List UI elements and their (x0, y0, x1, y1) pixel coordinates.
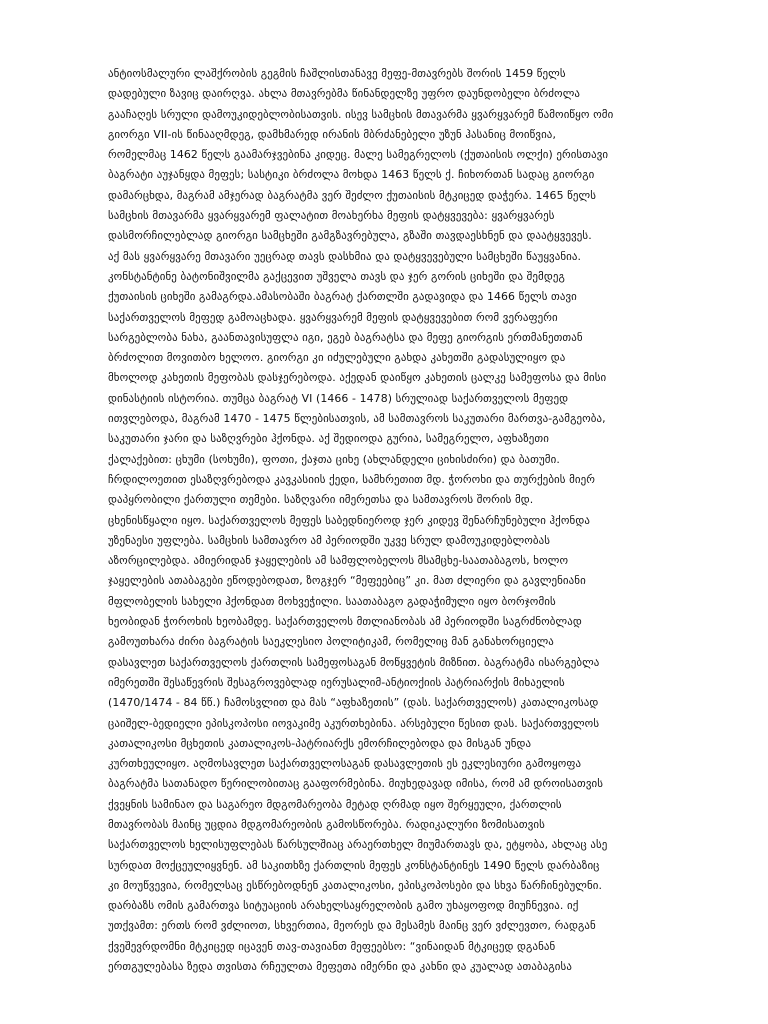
text-line: ბაგრატმა სათანადო წერილობითაც გააფორმებინა. მიუხედავად იმისა, რომ ამ დროისათვის (108, 777, 604, 791)
text-line: (1470/1474 - 84 წწ.) ჩამოსვლით და მას “აფხაზეთის” (დას. საქართველოს) კათალიკოსად (108, 696, 599, 710)
text-line: ცაიშელ-ბედიელი ეპისკოპოსი იოვაკიმე აკურთხებინა. არსებული წესით დას. საქართველოს (108, 716, 600, 730)
text-line: აქ მას ყვარყვარე მთავარი უეცრად თავს დასხმია და დატყვევებული სამცხეში წაუყვანია. (108, 249, 582, 263)
text-line: დასმორჩილებლად გიორგი სამცხეში გამგზავრებულა, გზაში თავდაესხნენ და დაატყვევეს. (108, 229, 592, 243)
text-line: მფლობელის სახელი ჰქონდათ მოხვეჭილი. საათაბაგო გადაჭიმული იყო ბორჯომის (108, 594, 556, 608)
text-line: ქუთაისის ციხეში გამაგრდა.ამასობაში ბაგრატ ქართლში გადავიდა და 1466 წელს თავი (108, 290, 577, 304)
text-line: ცხენისწყალი იყო. საქართველოს მეფეს საბედნიეროდ ჯერ კიდევ შენარჩუნებული ჰქონდა (108, 513, 590, 527)
text-line: საკუთარი ჯარი და საზღვრები ჰქონდა. აქ შედიოდა გურია, სამეგრელო, აფხაზეთი (108, 432, 549, 446)
text-line: კურთხეულიყო. აღმოსავლეთ საქართველოსაგან დასავლეთის ეს ეკლესიური გამოყოფა (108, 757, 582, 771)
text-line: გააჩაღეს სრული დამოუკიდებლობისათვის. ისევ სამცხის მთავარმა ყვარყვარემ წამოიწყო ომი (108, 107, 614, 121)
text-line: ქალაქებით: ცხუმი (სოხუმი), ფოთი, ქაჯთა ციხე (ახლანდელი ციხისძირი) და ბათუმი. (108, 452, 560, 466)
text-line: ჯაყელების ათაბაგები ეწოდებოდათ, ზოგჯერ “მეფეებიც” კი. მათ ძლიერი და გავლენიანი (108, 574, 586, 588)
text-line: დასავლეთ საქართველოს ქართლის სამეფოსაგან მოწყვეტის მიზნით. ბაგრატმა ისარგებლა (108, 655, 600, 669)
text-line: ითვლებოდა, მაგრამ 1470 - 1475 წლებისათვის, ამ სამთავროს საკუთარი მართვა-გამგეობა, (108, 412, 606, 426)
text-line: უზენაესი უფლება. სამცხის სამთავრო ამ პერიოდში უკვე სრულ დამოუკიდებლობას (108, 533, 551, 547)
text-line: კათალიკოსი მცხეთის კათალიკოს-პატრიარქს ემორჩილებოდა და მისგან უნდა (108, 736, 532, 750)
text-line: ხეობიდან ჭოროხის ხეობამდე. საქართველოს მთლიანობას ამ პერიოდში საგრძნობლად (108, 615, 582, 629)
text-line: სარგებლობა ნახა, გაანთავისუფლა იგი, ეგებ ბაგრატსა და მეფე გიორგის ერთმანეთთან (108, 330, 583, 344)
text-line: ბრძოლით მოვითბო ხელოო. გიორგი კი იძულებული გახდა კახეთში გადასულიყო და (108, 351, 566, 365)
text-line: რომელმაც 1462 წელს გაამარჯვებინა კიდეც. მალე სამეგრელოს (ქუთაისის ოლქი) ერისთავი (108, 148, 609, 162)
document-page (108, 64, 688, 974)
text-line: ქვეყნის სამინაო და საგარეო მდგომარეობა მეტად ღრმად იყო შერყეული, ქართლის (108, 797, 562, 811)
text-line: სამცხის მთავარმა ყვარყვარემ ფალატით მოახერხა მეფის დატყვევება: ყვარყვარეს (108, 209, 555, 223)
text-line: საქართველოს ხელისუფლებას წარსულშიაც არაერთხელ მიუმართავს და, ეტყობა, ახლაც ასე (108, 838, 608, 852)
text-line: ერთგულებასა ზედა თვისთა რჩეულთა მეფეთა იმერნი და კახნი და კუალად ათაბაგისა (108, 960, 572, 974)
text-line: დამარცხდა, მაგრამ ამჯერად ბაგრატმა ვერ შეძლო ქუთაისის მტკიცედ დაჭერა. 1465 წელს (108, 188, 597, 202)
text-line: სურდათ მოქცეულიყვნენ. ამ საკითხზე ქართლის მეფეს კონსტანტინეს 1490 წელს დარბაზიც (108, 858, 600, 872)
text-line: ქვეშევრდომნი მტკიცედ იცავენ თავ-თავიანთ მეფეებსო: “ვინაიდან მტკიცედ დგანან (108, 939, 556, 953)
text-line: დადებული ზავიც დაირღვა. ახლა მთავრებმა წინანდელზე უფრო დაუნდობელი ბრძოლა (108, 87, 581, 101)
text-line: კი მოუწვევია, რომელსაც ესწრებოდნენ კათალიკოსი, ეპისკოპოსები და სხვა წარჩინებულნი. (108, 878, 603, 892)
text-line: დარბაზს ომის გამართვა სიტუაციის არახელსაყრელობის გამო უხაყოფოდ მიუჩნევია. იქ (108, 899, 579, 913)
text-line: კონსტანტინე ბატონიშვილმა გაქცევით უშველა თავს და ჯერ გორის ციხეში და შემდეგ (108, 269, 565, 283)
text-line: მხოლოდ კახეთის მეფობას დასჯერებოდა. აქედან დაიწყო კახეთის ცალკე სამეფოსა და მისი (108, 371, 607, 385)
text-line: გიორგი VII-ის წინააღმდეგ, დამხმარედ ირანის მბრძანებელი უზუნ ჰასანიც მოიწვია, (108, 127, 556, 141)
text-line: ბაგრატი აუჯანყდა მეფეს; სასტიკი ბრძოლა მოხდა 1463 წელს ქ. ჩიხორთან სადაც გიორგი (108, 168, 595, 182)
text-line: მთავრობას მაინც უცდია მდგომარეობის გამოსწორება. რადიკალური ზომისათვის (108, 817, 545, 831)
text-line: საქართველოს მეფედ გამოაცხადა. ყვარყვარემ მეფის დატყვევებით რომ ვერაფერი (108, 310, 558, 324)
text-line: დინასტიის ისტორია. თუმცა ბაგრატ VI (1466 - 1478) სრულიად საქართველოს მეფედ (108, 391, 569, 405)
text-line: ანტიოსმალური ლაშქრობის გეგმის ჩაშლისთანავე მეფე-მთავრებს შორის 1459 წელს (108, 67, 566, 80)
text-line: უთქვამთ: ერთს რომ ვძლიოთ, სხვერთია, მეორეს და მესამეს მაინც ვერ ვძლევთო, რადგან (108, 919, 596, 933)
text-line: იმერეთში შესაწევრის შესაგროვებლად იერუსალიმ-ანტიოქიის პატრიარქის მიხაელის (108, 675, 565, 689)
text-line: გამოუთხარა ძირი ბაგრატის საეკლესიო პოლიტიკამ, რომელიც მან განახორციელა (108, 635, 554, 649)
text-line: დაპყრობილი ქართული თემები. საზღვარი იმერეთსა და სამთავროს შორის მდ. (108, 493, 534, 507)
text-line: აზორცილებდა. ამიერიდან ჯაყელების ამ სამფლობელოს მსამცხე-საათაბაგოს, ხოლო (108, 554, 569, 568)
text-line: ჩრდილოეთით ესაზღვრებოდა კავკასიის ქედი, სამხრეთით მდ. ჭოროხი და თურქების მიერ (108, 472, 596, 486)
